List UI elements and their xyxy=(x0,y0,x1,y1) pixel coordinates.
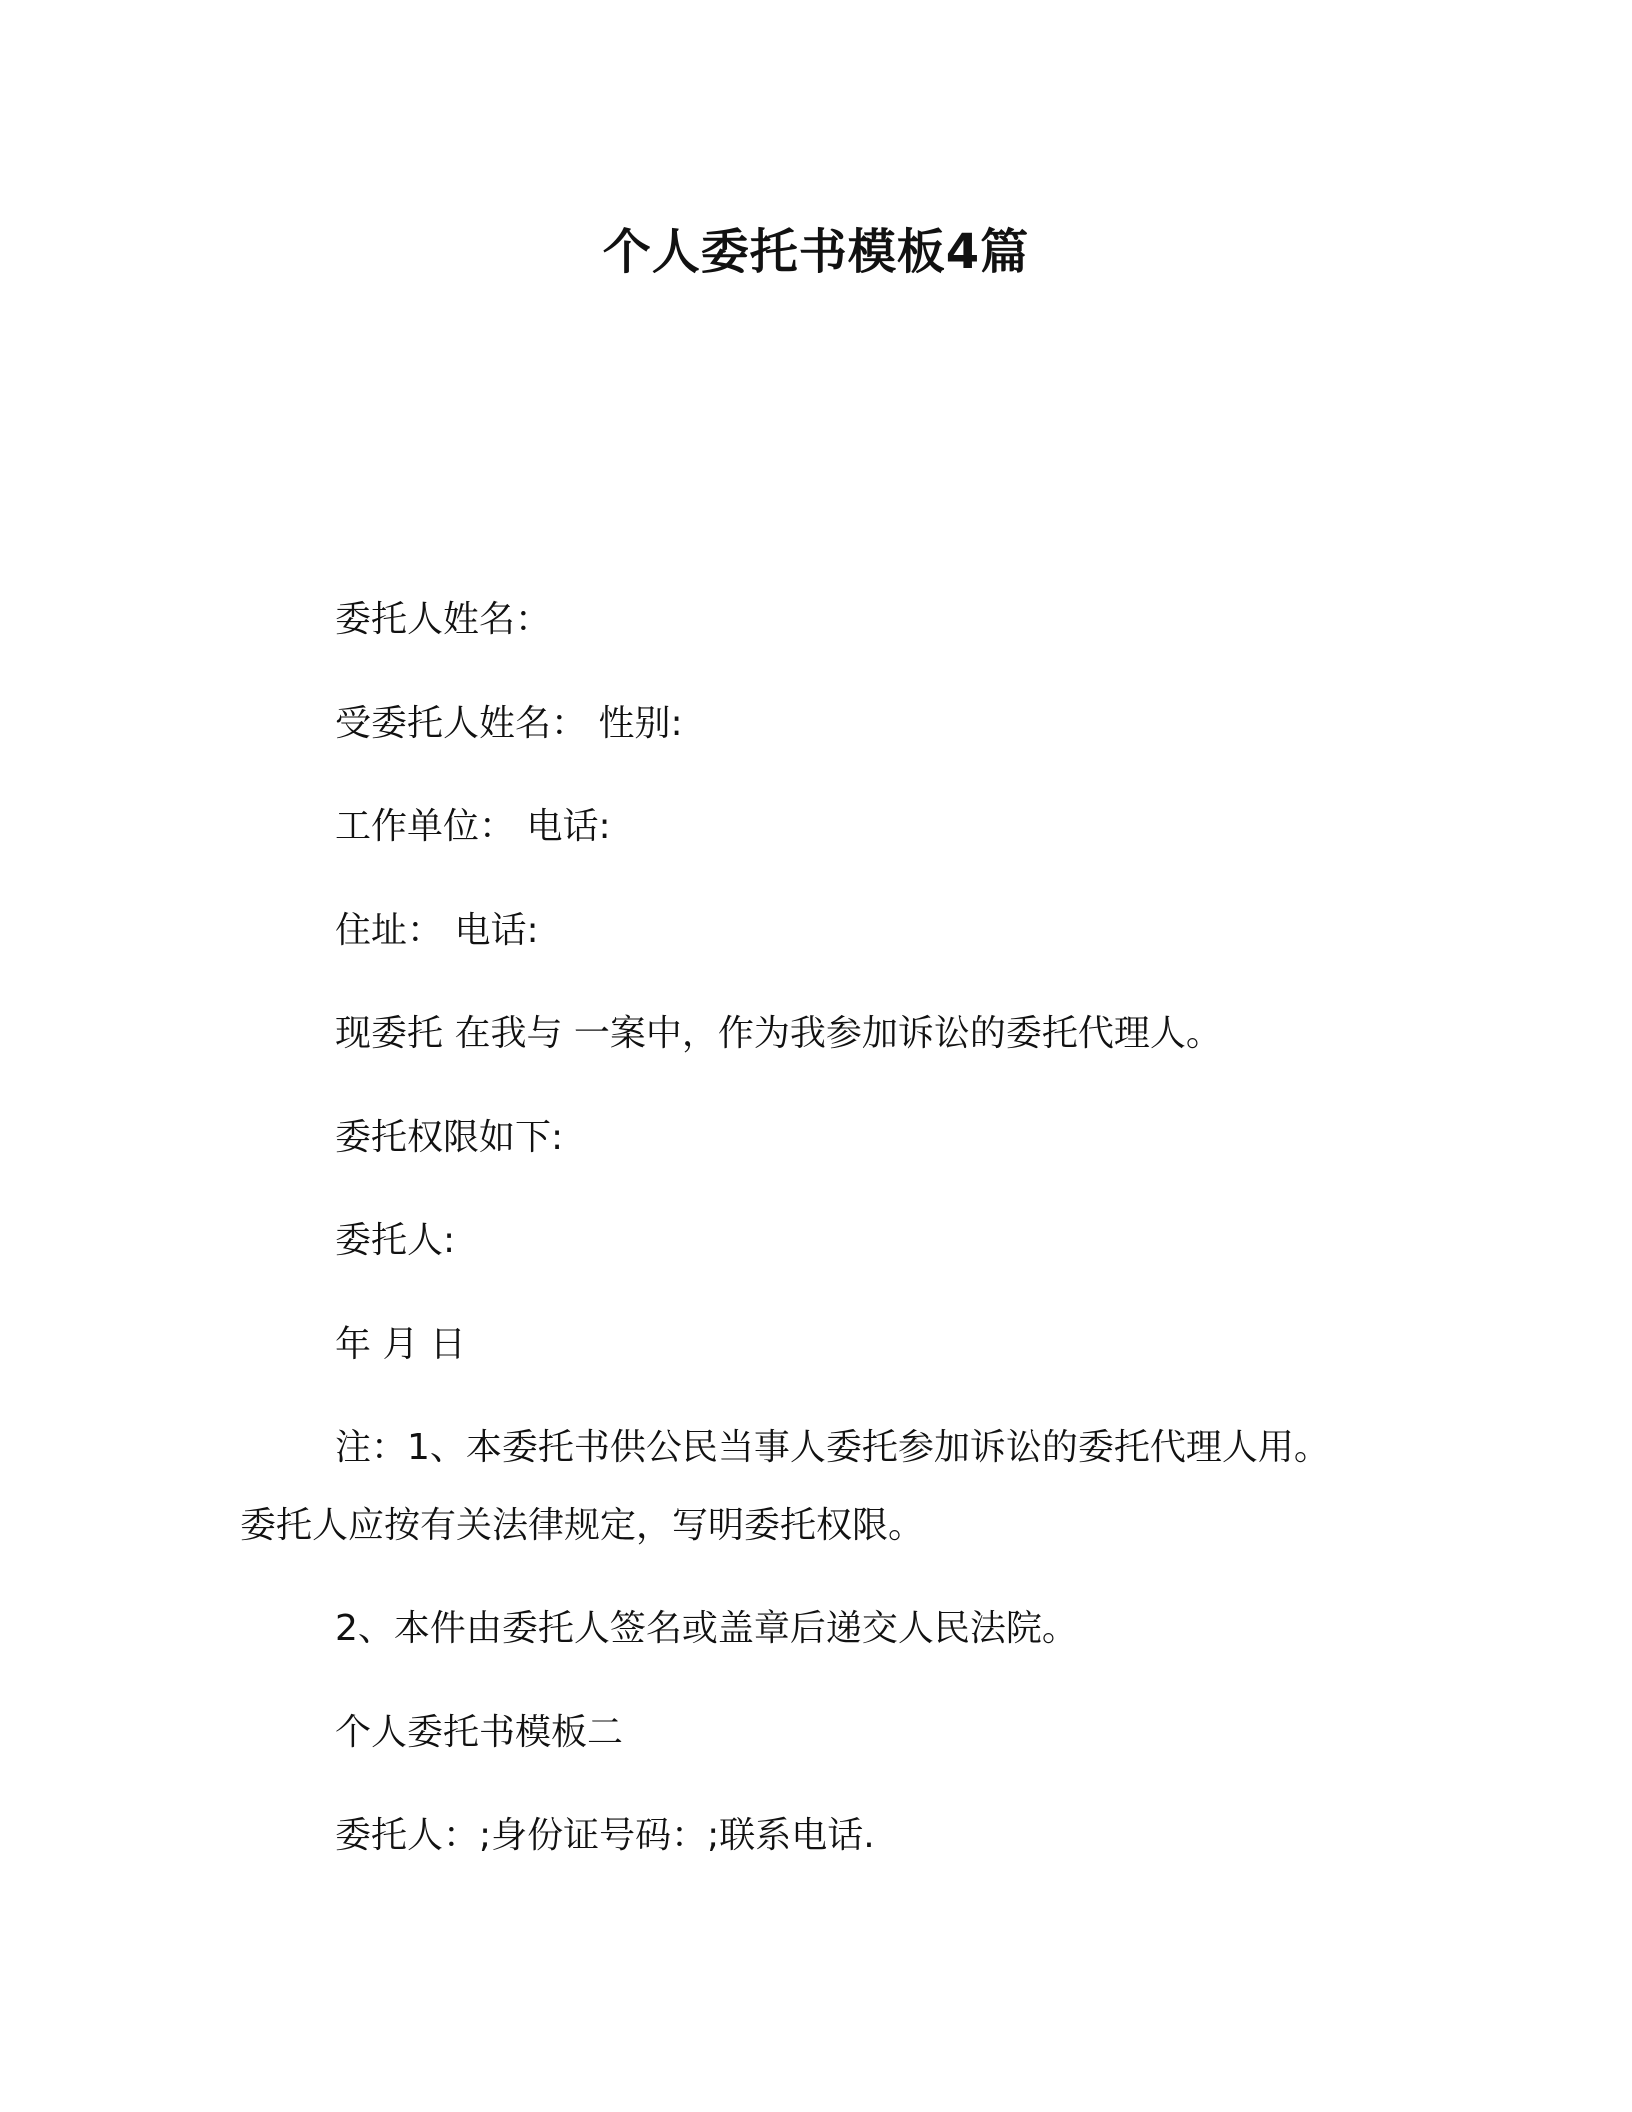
text-line-template-two-principal: 委托人：;身份证号码：;联系电话. xyxy=(335,1815,875,1856)
text-line-principal-name: 委托人姓名： xyxy=(335,599,552,640)
text-line-note-1: 注：1、本委托书供公民当事人委托参加诉讼的委托代理人用。 xyxy=(335,1427,1330,1468)
text-line-template-two-heading: 个人委托书模板二 xyxy=(335,1712,624,1753)
text-line-workplace-phone: 工作单位： 电话: xyxy=(335,806,611,847)
text-line-date: 年 月 日 xyxy=(335,1324,466,1365)
text-line-note-2: 2、本件由委托人签名或盖章后递交人民法院。 xyxy=(335,1608,1078,1649)
text-line-note-1-continued: 委托人应按有关法律规定，写明委托权限。 xyxy=(240,1505,925,1546)
text-line-address-phone: 住址： 电话: xyxy=(335,910,539,951)
text-line-authority: 委托权限如下: xyxy=(335,1117,564,1158)
text-line-appointment: 现委托 在我与 一案中，作为我参加诉讼的委托代理人。 xyxy=(335,1013,1222,1054)
text-line-agent-name-gender: 受委托人姓名： 性别: xyxy=(335,703,683,744)
document-title: 个人委托书模板4篇 xyxy=(602,224,1030,280)
text-line-principal: 委托人: xyxy=(335,1220,456,1261)
